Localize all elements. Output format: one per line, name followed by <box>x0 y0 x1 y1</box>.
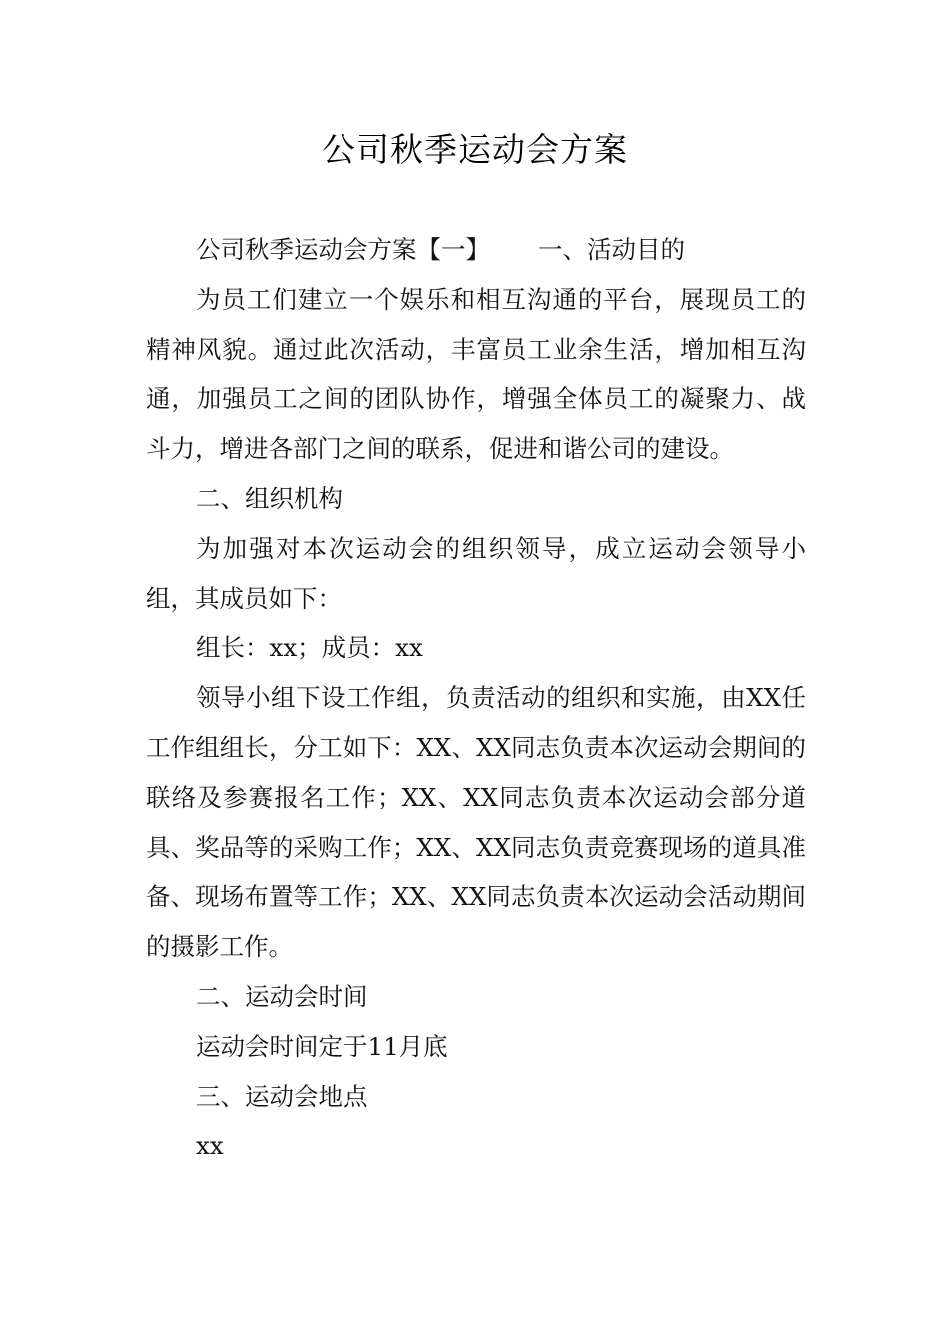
paragraph-leadership-group: 为加强对本次运动会的组织领导，成立运动会领导小组，其成员如下： <box>146 533 806 613</box>
heading-activity-purpose: 一、活动目的 <box>538 235 685 264</box>
paragraph-work-division: 领导小组下设工作组，负责活动的组织和实施，由XX任工作组组长，分工如下：XX、XX同志负责本次运动会期间的联络及参赛报名工作；XX、XX同志负责本次运动会部分道具、奖品等的采购工作；XX、XX同志负责竞赛现场的道具准备、现场布置等工作；XX、XX同志负责本次运动会活动期间的摄影工作。 <box>146 683 806 962</box>
document-title: 公司秋季运动会方案 <box>322 130 628 169</box>
document-body <box>146 225 806 1171</box>
paragraph-members: 组长：xx；成员：xx <box>196 633 423 663</box>
section-heading: 公司秋季运动会方案【一】 <box>196 235 490 264</box>
heading-organization: 二、组织机构 <box>196 483 343 513</box>
heading-time: 二、运动会时间 <box>196 981 368 1011</box>
paragraph-time: 运动会时间定于11月底 <box>196 1031 448 1061</box>
heading-location: 三、运动会地点 <box>196 1081 368 1111</box>
paragraph-location: xx <box>196 1131 224 1161</box>
heading-line <box>146 225 806 275</box>
paragraph-purpose: 为员工们建立一个娱乐和相互沟通的平台，展现员工的精神风貌。通过此次活动，丰富员工业余生活，增加相互沟通，加强员工之间的团队协作，增强全体员工的凝聚力、战斗力，增进各部门之间的联系，促进和谐公司的建设。 <box>146 284 806 464</box>
